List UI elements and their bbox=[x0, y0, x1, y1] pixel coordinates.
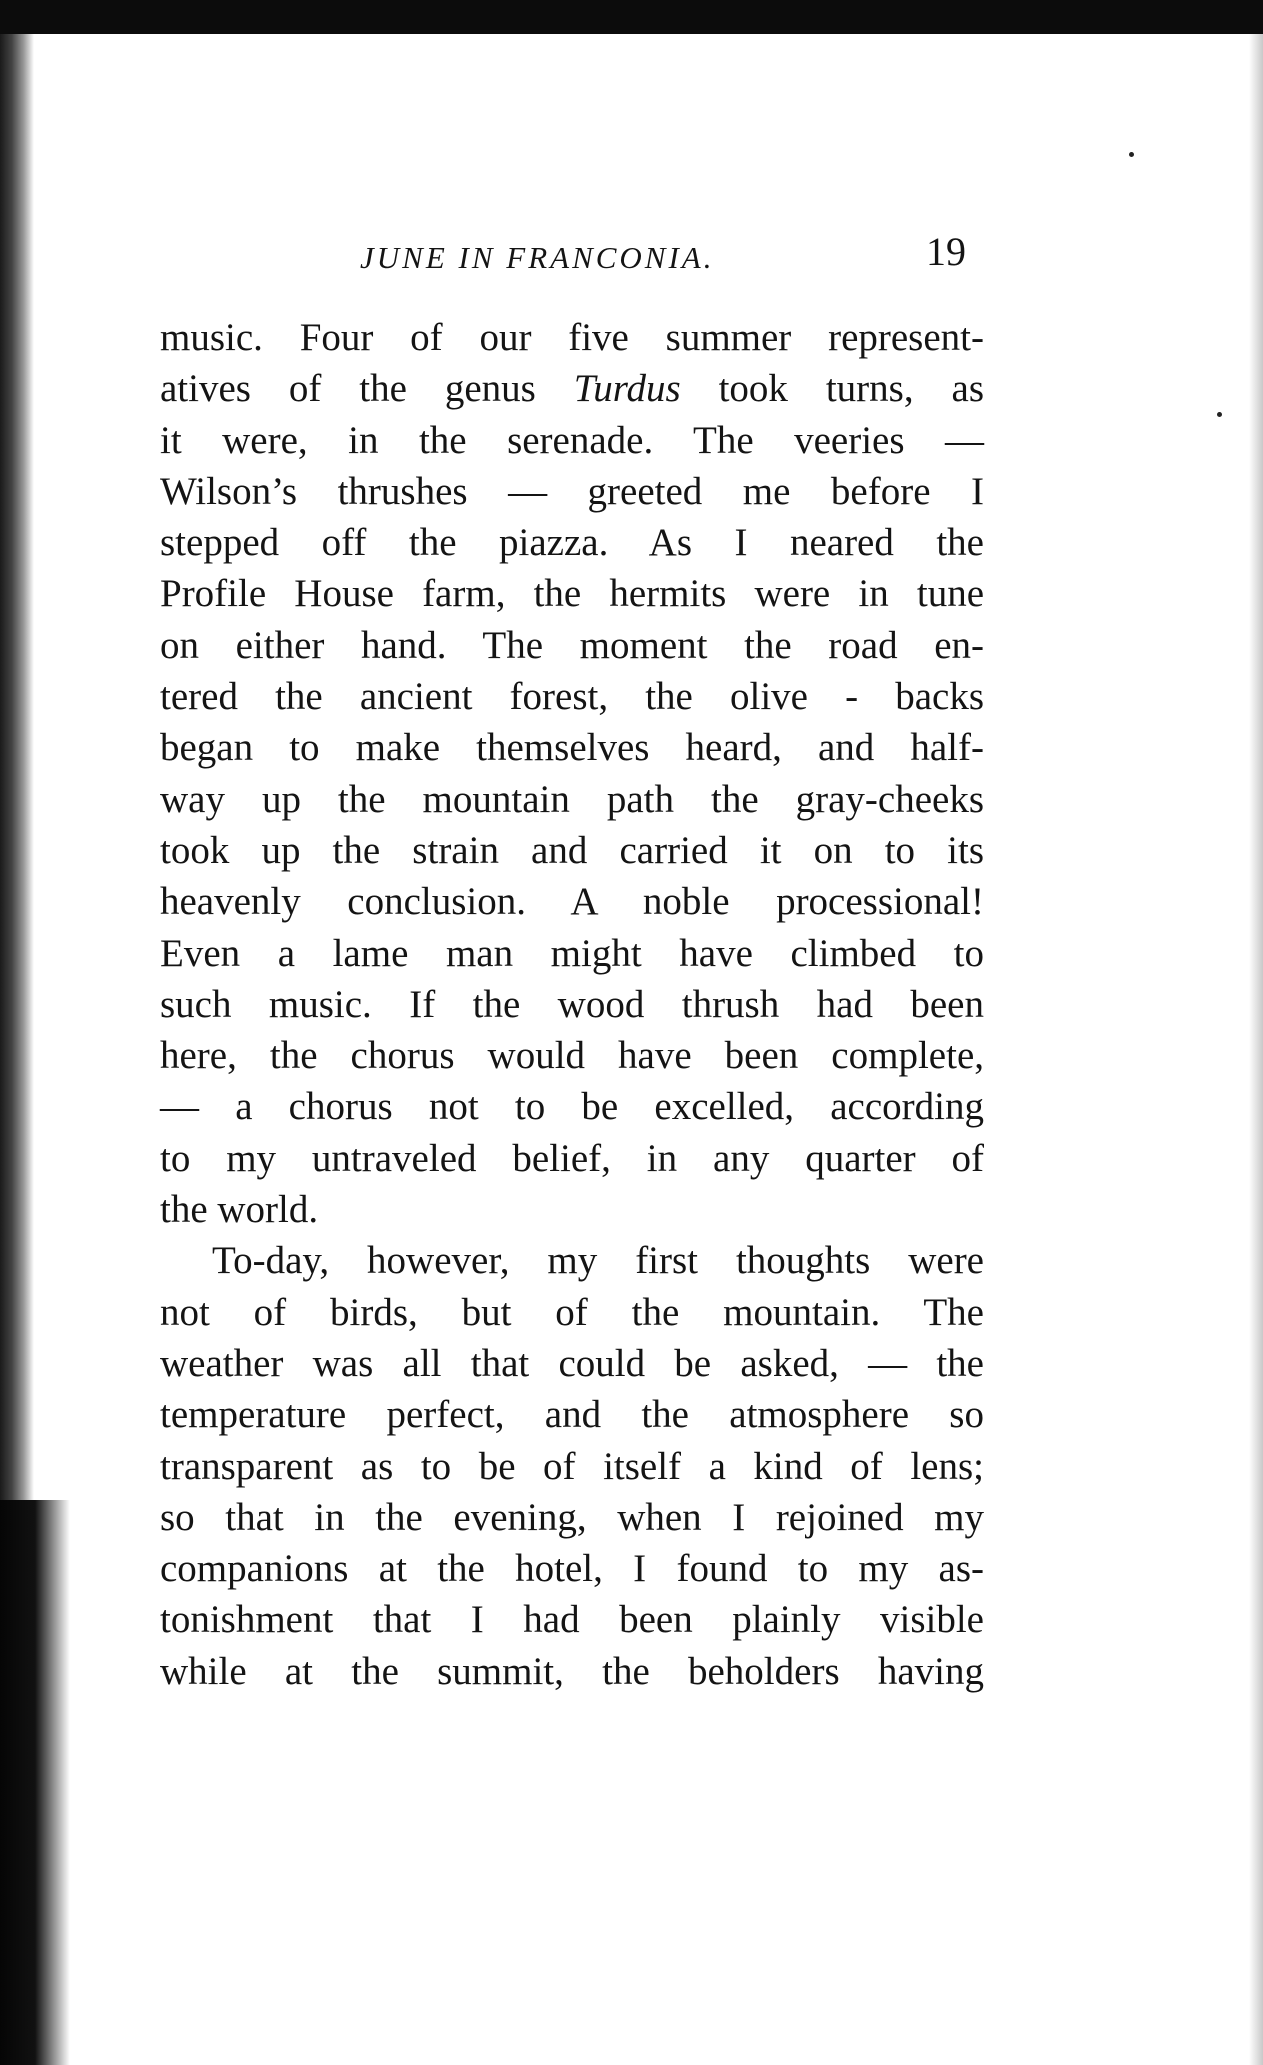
text-line: temperature perfect, and the atmosphere so bbox=[160, 1393, 984, 1437]
running-head bbox=[160, 228, 980, 288]
page-number: 19 bbox=[926, 229, 966, 274]
text-line-paragraph-end: the world. bbox=[160, 1188, 319, 1232]
text-line: music. Four of our five summer represent- bbox=[160, 316, 984, 359]
text-line: atives of the genus Turdus took turns, as bbox=[160, 367, 984, 411]
text-line: it were, in the serenade. The veeries — bbox=[160, 418, 984, 462]
text-line: way up the mountain path the gray-cheeks bbox=[160, 777, 984, 821]
text-line: here, the chorus would have been complete, bbox=[160, 1034, 984, 1078]
text-line: Even a lame man might have climbed to bbox=[160, 931, 984, 975]
text-line: stepped off the piazza. As I neared the bbox=[160, 521, 984, 565]
text-line: weather was all that could be asked, — the bbox=[160, 1341, 984, 1385]
text-line: on either hand. The moment the road en- bbox=[160, 623, 984, 667]
text-line-paragraph-start: To-day, however, my first thoughts were bbox=[212, 1239, 984, 1283]
scan-right-edge bbox=[1249, 34, 1263, 2065]
text-line: tered the ancient forest, the olive - backs bbox=[160, 675, 984, 719]
text-line: so that in the evening, when I rejoined my bbox=[160, 1495, 984, 1539]
text-line: tonishment that I had been plainly visible bbox=[160, 1598, 984, 1642]
scan-speck bbox=[1129, 152, 1134, 157]
text-line: Profile House farm, the hermits were in tune bbox=[160, 572, 984, 616]
genus-name: Turdus bbox=[573, 367, 681, 411]
text-line: — a chorus not to be excelled, according bbox=[160, 1085, 984, 1129]
text-line: began to make themselves heard, and half- bbox=[160, 726, 984, 770]
text-line: such music. If the wood thrush had been bbox=[160, 982, 984, 1026]
scan-top-border bbox=[0, 0, 1263, 34]
text-line: to my untraveled belief, in any quarter of bbox=[160, 1136, 984, 1180]
text-line: while at the summit, the beholders having bbox=[160, 1649, 984, 1693]
text-line: Wilson’s thrushes — greeted me before I bbox=[160, 469, 984, 513]
text-line: not of birds, but of the mountain. The bbox=[160, 1290, 984, 1334]
text-line: transparent as to be of itself a kind of lens; bbox=[160, 1444, 984, 1488]
scan-speck bbox=[1217, 412, 1222, 417]
text-line: heavenly conclusion. A noble processional! bbox=[160, 880, 984, 924]
scan-left-edge-shadow bbox=[0, 1500, 70, 2065]
text-line: took up the strain and carried it on to its bbox=[160, 828, 984, 872]
body-text bbox=[160, 312, 984, 1697]
text-line: companions at the hotel, I found to my as- bbox=[160, 1547, 984, 1591]
running-title: JUNE IN FRANCONIA. bbox=[360, 240, 715, 275]
